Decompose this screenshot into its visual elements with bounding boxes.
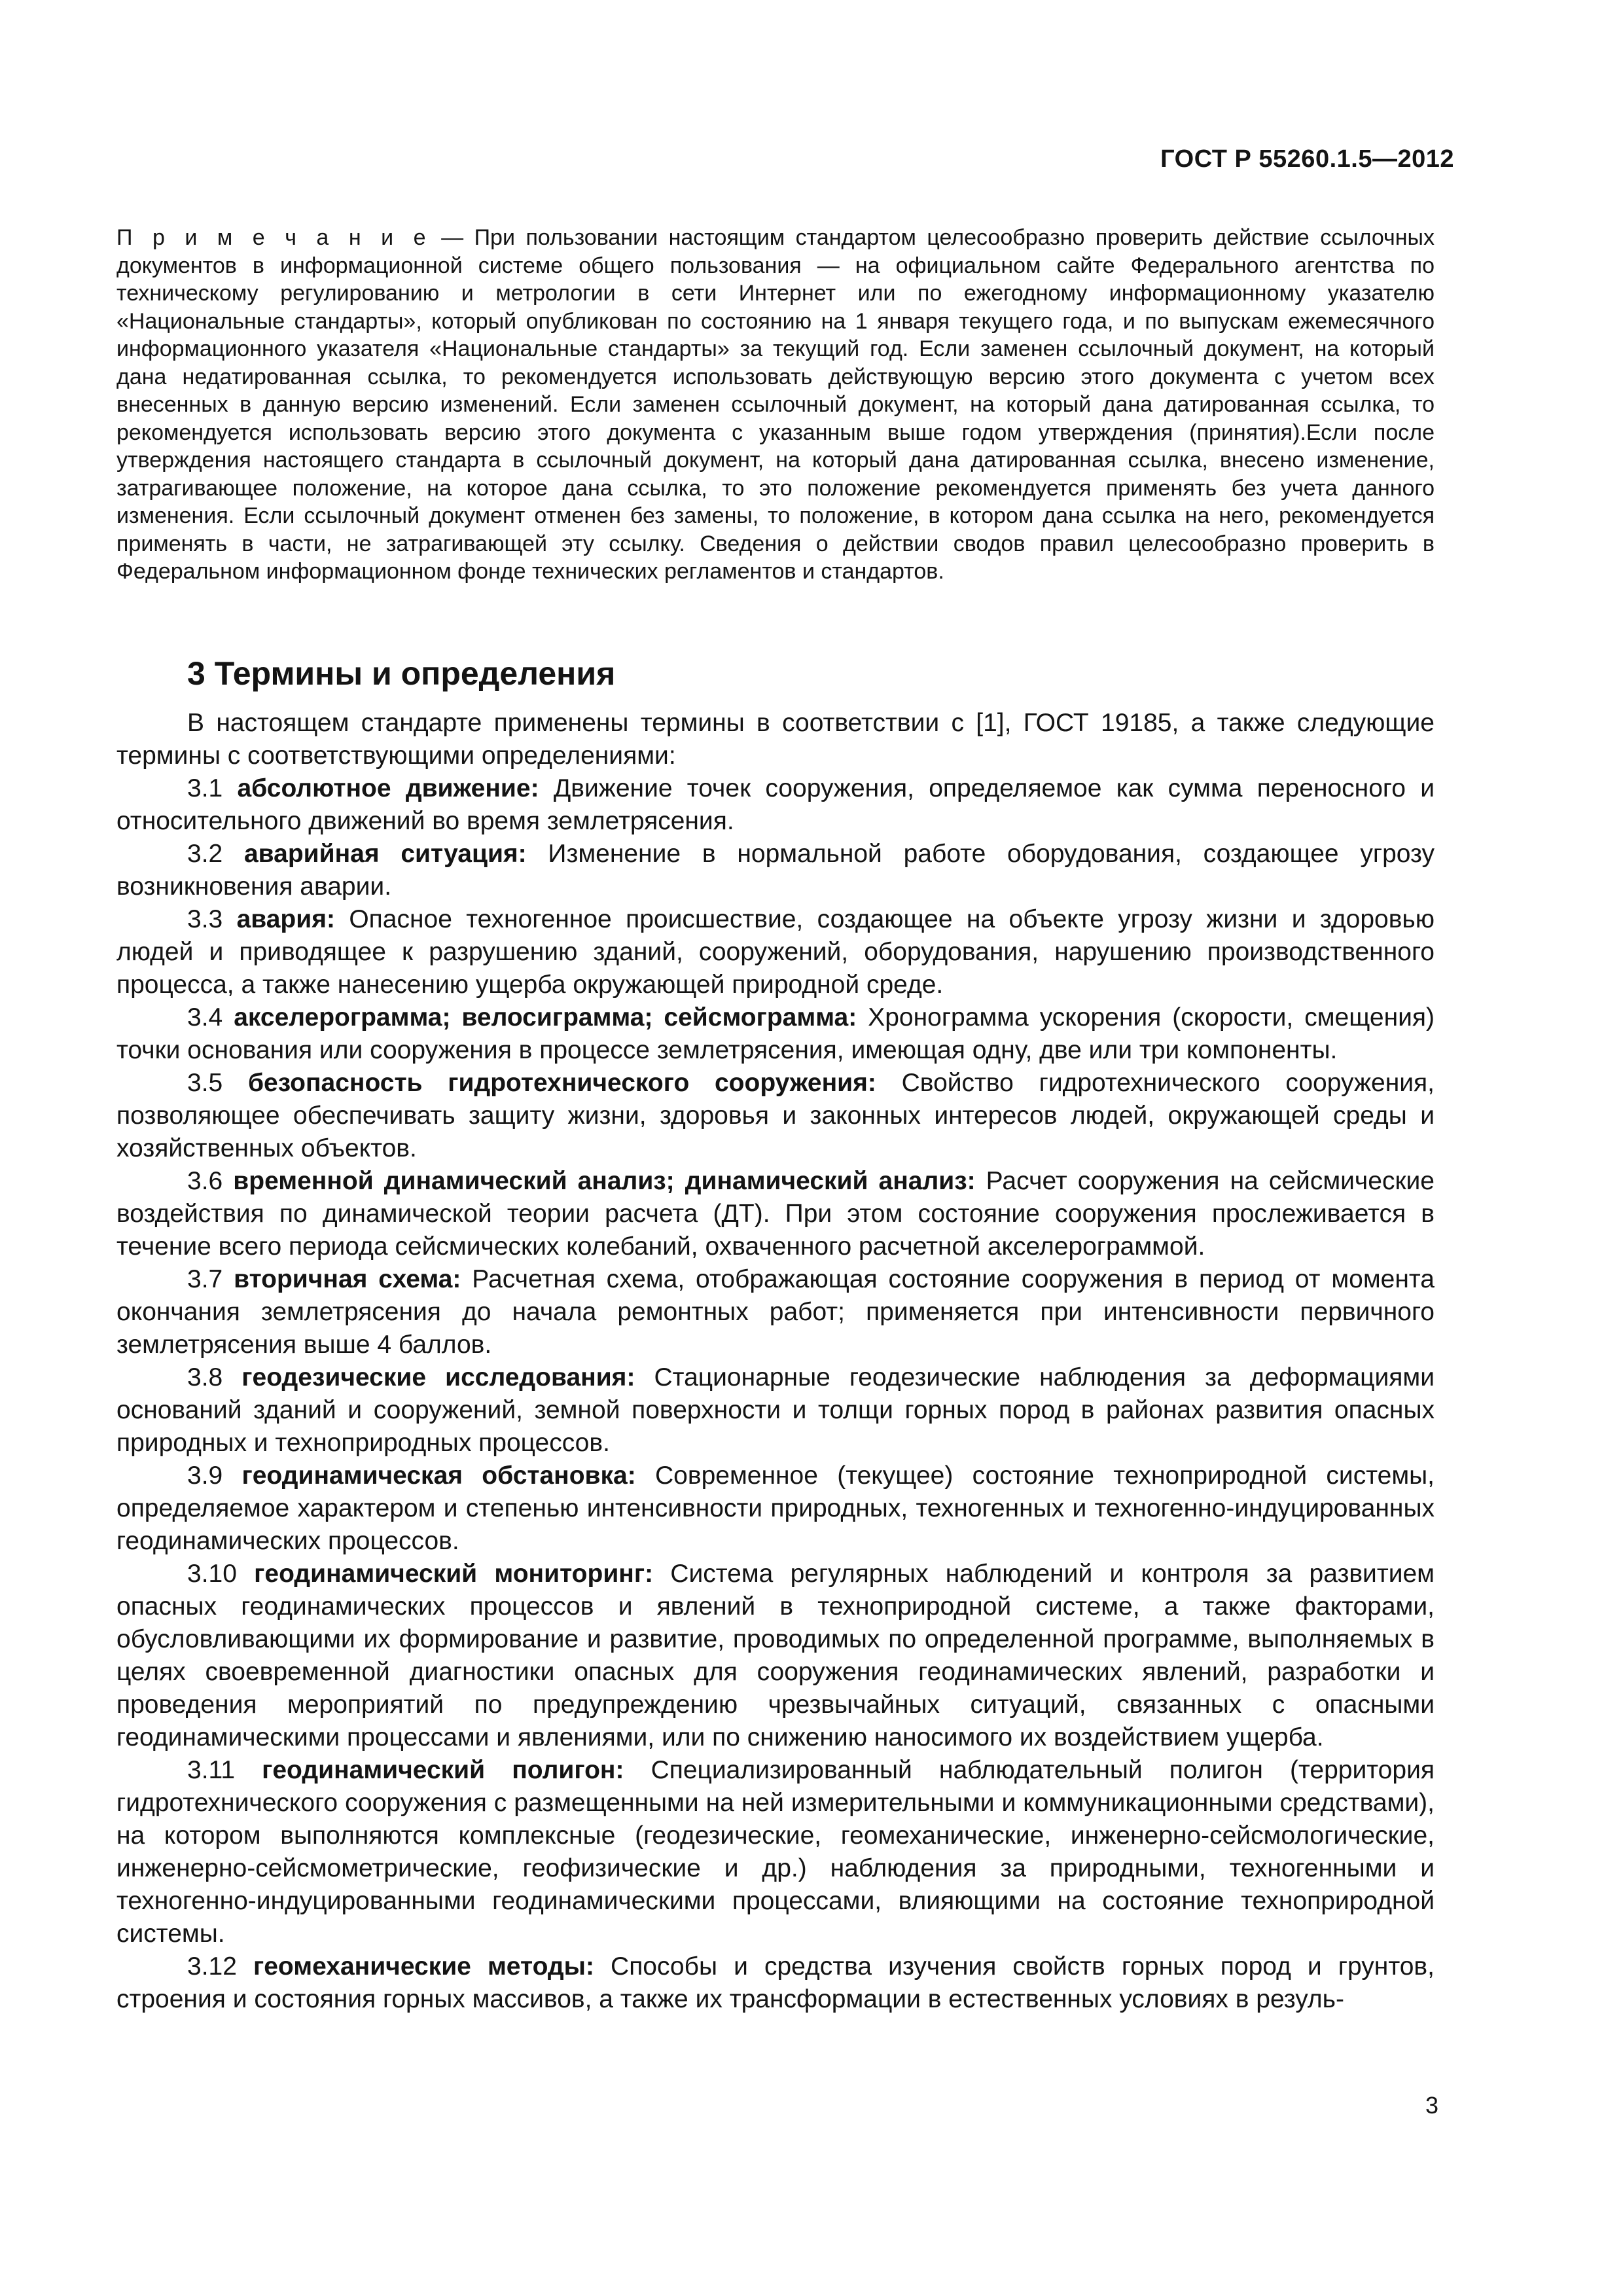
note-label: П р и м е ч а н и е (116, 225, 431, 250)
definitions-body (116, 707, 1435, 2016)
term-definition: Расчет сооружения на сейсмические воздействия по динамической теории расчета (ДТ). При этом состояние сооружения прослеживается в течение всего периода сейсмических колебаний, охваченного расчетной акселерограммой. (116, 1167, 1435, 1261)
term-name: геодинамическая обстановка: (241, 1462, 636, 1490)
page-number: 3 (1425, 2092, 1438, 2119)
term-number: 3.12 (187, 1952, 253, 1981)
term-entry (116, 772, 1435, 838)
term-definition: Движение точек сооружения, определяемое как сумма переносного и относительного движений во время землетрясения. (116, 774, 1435, 835)
term-definition: Свойство гидротехнического сооружения, позволяющее обеспечивать защиту жизни, здоровья и законных интересов людей, окружающей среды и хозяйственных объектов. (116, 1069, 1435, 1162)
term-number: 3.3 (187, 905, 237, 933)
section-heading: 3 Термины и определения (187, 655, 616, 692)
term-entry (116, 903, 1435, 1001)
term-name: авария: (236, 905, 335, 933)
term-name: геодезические исследования: (241, 1363, 635, 1391)
term-name: временной динамический анализ; динамический анализ: (233, 1167, 976, 1195)
term-entry (116, 1263, 1435, 1361)
term-entry (116, 1165, 1435, 1263)
note-text: — При пользовании настоящим стандартом целесообразно проверить действие ссылочных документов в информационной системе общего пользования — на официальном сайте Федерального агентства по техническому регулированию и метрологии в сети Интернет или по ежегодному информационному указателю «Национальные стандарты», который опубликован по состоянию на 1 января текущего года, и по выпускам ежемесячного информационного указателя «Национальные стандарты» за текущий год. Если заменен ссылочный документ, на который дана недатированная ссылка, то рекомендуется использовать действующую версию этого документа с учетом всех внесенных в данную версию изменений. Если заменен ссылочный документ, на который дана датированная ссылка, то рекомендуется использовать версию этого документа с указанным выше годом утверждения (принятия).Если после утверждения настоящего стандарта в ссылочный документ, на который дана датированная ссылка, внесено изменение, затрагивающее положение, на которое дана ссылка, то это положение рекомендуется применять без учета данного изменения. Если ссылочный документ отменен без замены, то положение, в котором дана ссылка на него, рекомендуется применять в части, не затрагивающей эту ссылку. Сведения о действии сводов правил целесообразно проверить в Федеральном информационном фонде технических регламентов и стандартов. (116, 225, 1435, 584)
terms-list (116, 772, 1435, 2016)
term-name: безопасность гидротехнического сооружения: (247, 1069, 876, 1097)
term-number: 3.1 (187, 774, 238, 802)
term-name: акселерограмма; велосиграмма; сейсмограмма: (234, 1003, 857, 1031)
term-definition: Стационарные геодезические наблюдения за деформациями оснований зданий и сооружений, земной поверхности и толщи горных пород в районах развития опасных природных и технoприродных процессов. (116, 1363, 1435, 1457)
term-number: 3.7 (187, 1265, 234, 1293)
term-name: аварийная ситуация: (243, 840, 527, 868)
note-paragraph (116, 224, 1435, 586)
term-name: вторичная схема: (234, 1265, 461, 1293)
term-entry (116, 1558, 1435, 1754)
term-entry (116, 1460, 1435, 1558)
term-name: геодинамический полигон: (262, 1756, 624, 1784)
term-definition: Современное (текущее) состояние технoприродной системы, определяемое характером и степенью интенсивности природных, техногенных и техногенно-индуцированных геодинамических процессов. (116, 1462, 1435, 1555)
term-number: 3.9 (187, 1462, 242, 1490)
term-definition: Опасное техногенное происшествие, создающее на объекте угрозу жизни и здоровью людей и приводящее к разрушению зданий, сооружений, оборудования, нарушению производственного процесса, а также нанесению ущерба окружающей природной среде. (116, 905, 1435, 999)
term-number: 3.5 (187, 1069, 248, 1097)
term-name: геомеханические методы: (253, 1952, 594, 1981)
term-number: 3.6 (187, 1167, 234, 1195)
term-entry (116, 1001, 1435, 1067)
term-name: геодинамический мониторинг: (254, 1560, 654, 1588)
term-definition: Расчетная схема, отображающая состояние сооружения в период от момента окончания землетрясения до начала ремонтных работ; применяется при интенсивности первичного землетрясения выше 4 баллов. (116, 1265, 1435, 1359)
term-number: 3.11 (187, 1756, 262, 1784)
term-entry (116, 838, 1435, 903)
term-number: 3.4 (187, 1003, 234, 1031)
term-definition: Система регулярных наблюдений и контроля за развитием опасных геодинамических процессов и явлений в технoприродной системе, а также факторами, обусловливающими их формирование и развитие, проводимых по определенной программе, выполняемых в целях своевременной диагностики опасных для сооружения геодинамических явлений, разработки и проведения мероприятий по предупреждению чрезвычайных ситуаций, связанных с опасными геодинамическими процессами и явлениями, или по снижению наносимого их воздействием ущерба. (116, 1560, 1435, 1751)
term-definition: Хронограмма ускорения (скорости, смещения) точки основания или сооружения в процессе землетрясения, имеющая одну, две или три компоненты. (116, 1003, 1435, 1064)
term-entry (116, 1950, 1435, 2016)
term-number: 3.10 (187, 1560, 255, 1588)
term-name: абсолютное движение: (237, 774, 539, 802)
term-entry (116, 1754, 1435, 1950)
document-code: ГОСТ Р 55260.1.5—2012 (1160, 145, 1454, 173)
term-entry (116, 1067, 1435, 1165)
term-definition: Способы и средства изучения свойств горных пород и грунтов, строения и состояния горных массивов, а также их трансформации в естественных условиях в резуль- (116, 1952, 1435, 2013)
term-number: 3.2 (187, 840, 244, 868)
term-definition: Специализированный наблюдательный полигон (территория гидротехнического сооружения с размещенными на ней измерительными и коммуникационными средствами), на котором выполняются комплексные (геодезические, геомеханические, инженерно-сейсмологические, инженерно-сейсмометрические, геофизические и др.) наблюдения за природными, техногенными и техногенно-индуцированными геодинамическими процессами, влияющими на состояние технoприродной системы. (116, 1756, 1435, 1948)
term-entry (116, 1361, 1435, 1460)
term-definition: Изменение в нормальной работе оборудования, создающее угрозу возникновения аварии. (116, 840, 1435, 901)
intro-paragraph: В настоящем стандарте применены термины в соответствии с [1], ГОСТ 19185, а также следующие термины с соответствующими определениями: (116, 709, 1435, 770)
term-number: 3.8 (187, 1363, 242, 1391)
